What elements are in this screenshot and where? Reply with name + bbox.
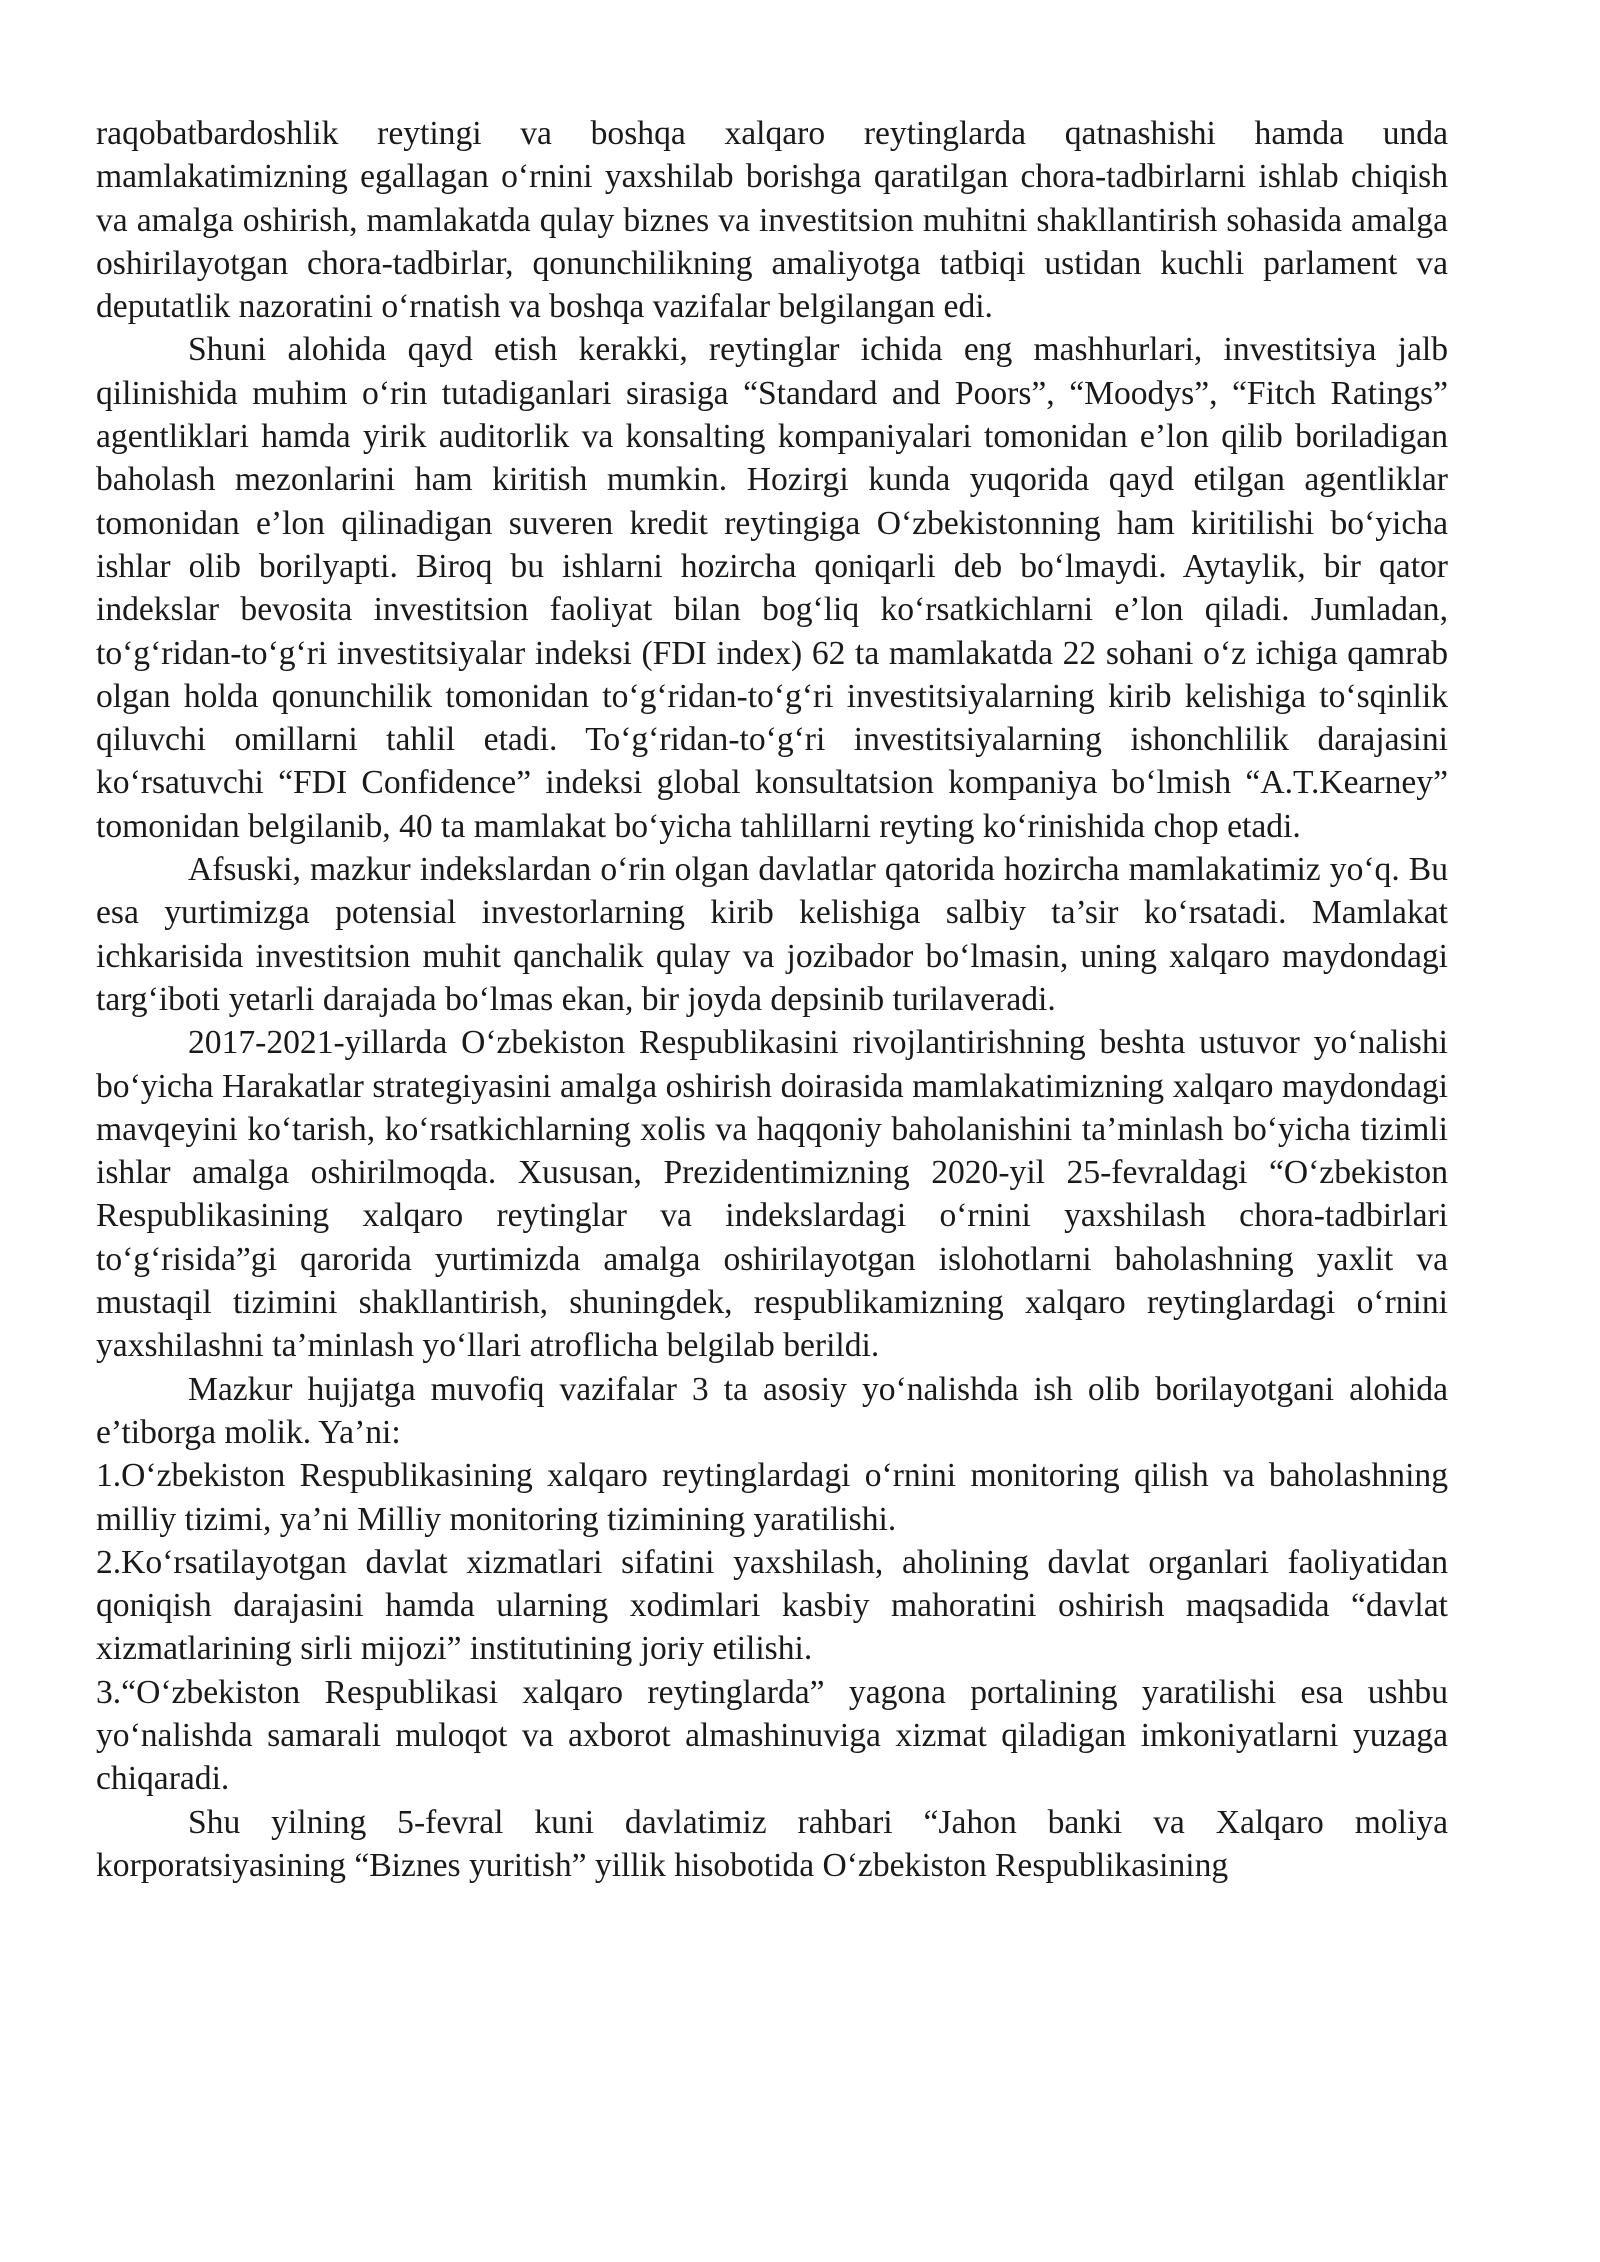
paragraph-continuation: raqobatbardoshlik reytingi va boshqa xalqaro reytinglarda qatnashishi hamda unda mamlakatimizning egallagan oʻrnini yaxshilab borishga qaratilgan chora-tadbirlarni ishlab chiqish va amalga oshirish, mamlakatda qulay biznes va investitsion muhitni shakllantirish sohasida amalga oshirilayotgan chora-tadbirlar, qonunchilikning amaliyotga tatbiqi ustidan kuchli parlament va deputatlik nazoratini oʻrnatish va boshqa vazifalar belgilangan edi. [96,115,1448,326]
paragraph-rating-agencies: Shuni alohida qayd etish kerakki, reytinglar ichida eng mashhurlari, investitsiya jalb qilinishida muhim oʻrin tutadiganlari sirasiga “Standard and Poors”, “Moodys”, “Fitch Ratings” agentliklari hamda yirik auditorlik va konsalting kompaniyalari tomonidan e’lon qilib boriladigan baholash mezonlarini ham kiritish mumkin. Hozirgi kunda yuqorida qayd etilgan agentliklar tomonidan e’lon qilinadigan suveren kredit reytingiga Oʻzbekistonning ham kiritilishi boʻyicha ishlar olib borilyapti. Biroq bu ishlarni hozircha qoniqarli deb boʻlmaydi. Aytaylik, bir qator indekslar bevosita investitsion faoliyat bilan bogʻliq koʻrsatkichlarni e’lon qiladi. Jumladan, toʻgʻridan-toʻgʻri investitsiyalar indeksi (FDI index) 62 ta mamlakatda 22 sohani oʻz ichiga qamrab olgan holda qonunchilik tomonidan toʻgʻridan-toʻgʻri investitsiyalarning kirib kelishiga toʻsqinlik qiluvchi omillarni tahlil etadi. Toʻgʻridan-toʻgʻri investitsiyalarning ishonchlilik darajasini koʻrsatuvchi “FDI Confidence” indeksi global konsultatsion kompaniya boʻlmish “A.T.Kearney” tomonidan belgilanib, 40 ta mamlakat boʻyicha tahlillarni reyting koʻrinishida chop etadi. [96,331,1448,845]
paragraph-indexes-absence: Afsuski, mazkur indekslardan oʻrin olgan davlatlar qatorida hozircha mamlakatimiz yoʻq. Bu esa yurtimizga potensial investorlarning kirib kelishiga salbiy ta’sir koʻrsatadi. Mamlakat ichkarisida investitsion muhit qanchalik qulay va jozibador boʻlmasin, uning xalqaro maydondagi targʻiboti yetarli darajada boʻlmas ekan, bir joyda depsinib turilaveradi. [96,851,1448,1018]
list-item-2: 2.Koʻrsatilayotgan davlat xizmatlari sifatini yaxshilash, aholining davlat organlari faoliyatidan qoniqish darajasini hamda ularning xodimlari kasbiy mahoratini oshirish maqsadida “davlat xizmatlarining sirli mijozi” institutining joriy etilishi. [96,1543,1448,1668]
list-item-3: 3.“Oʻzbekiston Respublikasi xalqaro reytinglarda” yagona portalining yaratilishi esa ushbu yoʻnalishda samarali muloqot va axborot almashinuviga xizmat qiladigan imkoniyatlarni yuzaga chiqaradi. [96,1673,1448,1798]
paragraph-action-strategy: 2017-2021-yillarda Oʻzbekiston Respublikasini rivojlantirishning beshta ustuvor yoʻnalishi boʻyicha Harakatlar strategiyasini amalga oshirish doirasida mamlakatimizning xalqaro maydondagi mavqeyini koʻtarish, koʻrsatkichlarning xolis va haqqoniy baholanishini ta’minlash boʻyicha tizimli ishlar amalga oshirilmoqda. Xususan, Prezidentimizning 2020-yil 25-fevraldagi “Oʻzbekiston Respublikasining xalqaro reytinglar va indekslardagi oʻrnini yaxshilash chora-tadbirlari toʻgʻrisida”gi qarorida yurtimizda amalga oshirilayotgan islohotlarni baholashning yaxlit va mustaqil tizimini shakllantirish, shuningdek, respublikamizning xalqaro reytinglardagi oʻrnini yaxshilashni ta’minlash yoʻllari atroflicha belgilab berildi. [96,1024,1448,1365]
document-page [96,112,1448,1887]
list-item-1: 1.Oʻzbekiston Respublikasining xalqaro reytinglardagi oʻrnini monitoring qilish va baholashning milliy tizimi, ya’ni Milliy monitoring tizimining yaratilishi. [96,1457,1448,1538]
paragraph-doing-business: Shu yilning 5-fevral kuni davlatimiz rahbari “Jahon banki va Xalqaro moliya korporatsiyasining “Biznes yuritish” yillik hisobotida Oʻzbekiston Respublikasining [96,1803,1448,1884]
paragraph-three-directions: Mazkur hujjatga muvofiq vazifalar 3 ta asosiy yoʻnalishda ish olib borilayotgani alohida e’tiborga molik. Ya’ni: [96,1370,1448,1451]
